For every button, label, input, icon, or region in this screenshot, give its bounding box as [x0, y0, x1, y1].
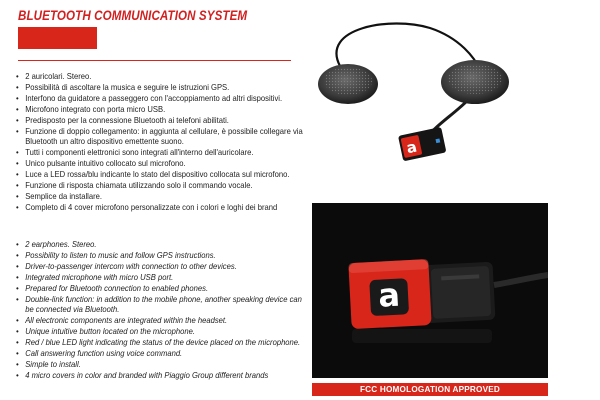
divider	[18, 60, 291, 61]
list-item: • Microfono integrato con porta micro USB.	[16, 104, 312, 115]
list-item: • Predisposto per la connessione Bluetooth ai telefoni abilitati.	[16, 115, 312, 126]
headset-product-image	[310, 8, 570, 188]
list-item: • Unique intuitive button located on the microphone.	[16, 326, 312, 337]
list-item: • Double-link function: in addition to the mobile phone, another speaking device can be connected via Bluetooth.	[16, 294, 312, 316]
list-item: • Interfono da guidatore a passeggero con l'accoppiamento ad altri dispositivi.	[16, 93, 312, 104]
left-speaker-icon	[318, 64, 378, 104]
list-item: • Funzione di doppio collegamento: in aggiunta al cellulare, è possibile collegare via Bluetooth un altro dispositivo emettente suono.	[16, 126, 312, 148]
list-item: • All electronic components are integrated within the headset.	[16, 315, 312, 326]
feature-list-english	[16, 239, 316, 381]
right-speaker-icon	[441, 60, 509, 104]
page-title: BLUETOOTH COMMUNICATION SYSTEM	[18, 8, 248, 23]
list-item: • Semplice da installare.	[16, 191, 312, 202]
feature-list-italian	[16, 71, 316, 213]
product-logo-letter: a	[404, 137, 419, 158]
list-item: • 2 earphones. Stereo.	[16, 239, 312, 250]
microphone-icon	[398, 127, 446, 162]
product-logo-letter: a	[377, 275, 401, 315]
list-item: • Tutti i componenti elettronici sono integrati all'interno dell'auricolare.	[16, 147, 312, 158]
list-item: • 2 auricolari. Stereo.	[16, 71, 312, 82]
list-item: • Call answering function using voice command.	[16, 348, 312, 359]
list-item: • 4 micro covers in color and branded with Piaggio Group different brands	[16, 370, 312, 381]
homologation-caption: FCC HOMOLOGATION APPROVED	[312, 383, 548, 396]
red-accent-block	[18, 27, 97, 49]
list-item: • Driver-to-passenger intercom with connection to other devices.	[16, 261, 312, 272]
list-item: • Integrated microphone with micro USB port.	[16, 272, 312, 283]
microphone-closeup-image	[312, 203, 548, 378]
list-item: • Funzione di risposta chiamata utilizzando solo il commando vocale.	[16, 180, 312, 191]
list-item: • Possibility to listen to music and follow GPS instructions.	[16, 250, 312, 261]
list-item: • Unico pulsante intuitivo collocato sul microfono.	[16, 158, 312, 169]
list-item: • Completo di 4 cover microfono personalizzate con i colori e loghi dei brand	[16, 202, 312, 213]
list-item: • Possibilità di ascoltare la musica e seguire le istruzioni GPS.	[16, 82, 312, 93]
list-item: • Luce a LED rossa/blu indicante lo stato del dispositivo collocata sul microfono.	[16, 169, 312, 180]
list-item: • Prepared for Bluetooth connection to enabled phones.	[16, 283, 312, 294]
list-item: • Simple to install.	[16, 359, 312, 370]
list-item: • Red / blue LED light indicating the status of the device placed on the microphone.	[16, 337, 312, 348]
